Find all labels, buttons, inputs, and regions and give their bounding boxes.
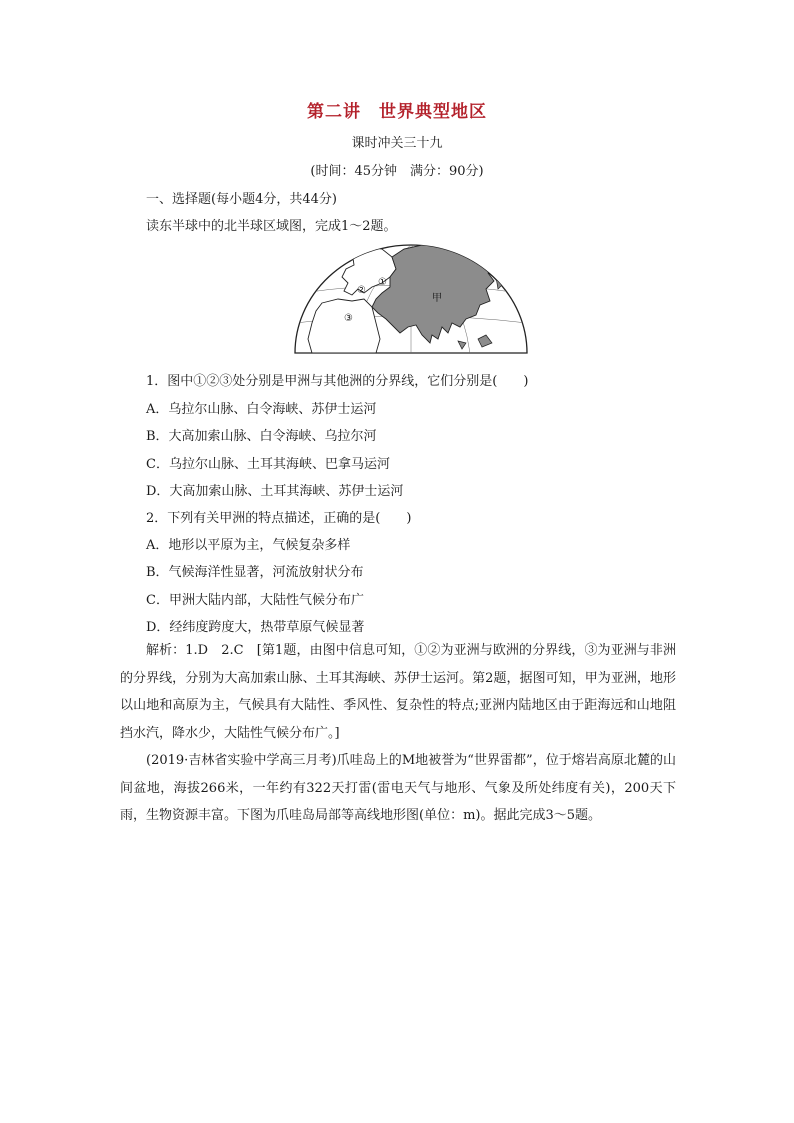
marker-2: ② (357, 285, 366, 296)
answer-explanation: 解析：1.D 2.C [第1题，由图中信息可知，①②为亚洲与欧洲的分界线，③为亚洲与非洲的分界线，分别为大高加索山脉、土耳其海峡、苏伊士运河。第2题，据图可知，甲为亚洲，地形以山地和高原为主，气候具有大陆性、季风性、复杂性的特点;亚洲内陆地区由于距海远和山地阻挡水汽，降水少，大陆性气候分布广。] (120, 643, 676, 741)
question-2-option-d: D．经纬度跨度大，热带草原气候显著 (146, 620, 365, 635)
section-heading: 一、选择题(每小题4分，共44分) (146, 192, 337, 207)
africa-landmass (308, 299, 380, 353)
passage-text: (2019·吉林省实验中学高三月考)爪哇岛上的M地被誉为“世界雷都”，位于熔岩高原北麓的山间盆地，海拔266米，一年约有322天打雷(雷电天气与地形、气象及所处纬度有关)，200天下雨，生物资源丰富。下图为爪哇岛局部等高线地形图(单位：m)。据此完成3～5题。 (120, 753, 676, 823)
hemisphere-map (292, 243, 530, 355)
question-2-option-c: C．甲洲大陆内部，大陆性气候分布广 (146, 593, 364, 608)
question-2-option-b: B．气候海洋性显著，河流放射状分布 (146, 565, 364, 580)
question-2-option-a: A．地形以平原为主，气候复杂多样 (146, 538, 351, 553)
marker-1: ① (378, 277, 387, 288)
marker-3: ③ (344, 313, 353, 324)
question-2-stem: 2．下列有关甲洲的特点描述，正确的是( ) (146, 511, 412, 526)
question-1-option-b: B．大高加索山脉、白令海峡、乌拉尔河 (146, 429, 377, 444)
subtitle: 课时冲关三十九 (351, 136, 443, 151)
question-1-option-a: A．乌拉尔山脉、白令海峡、苏伊士运河 (146, 402, 377, 417)
page-title (0, 97, 794, 122)
asia-label-jia: 甲 (432, 293, 442, 304)
question-1-stem: 1．图中①②③处分别是甲洲与其他洲的分界线，它们分别是( ) (146, 374, 529, 389)
question-1-option-d: D．大高加索山脉、土耳其海峡、苏伊士运河 (146, 484, 404, 499)
question-1-option-c: C．乌拉尔山脉、土耳其海峡、巴拿马运河 (146, 457, 390, 472)
lecture-title: 世界典型地区 (379, 102, 487, 122)
section-intro: 读东半球中的北半球区域图，完成1～2题。 (146, 219, 397, 234)
time-info: (时间：45分钟 满分：90分) (310, 164, 484, 179)
lecture-number: 第二讲 (307, 102, 361, 122)
